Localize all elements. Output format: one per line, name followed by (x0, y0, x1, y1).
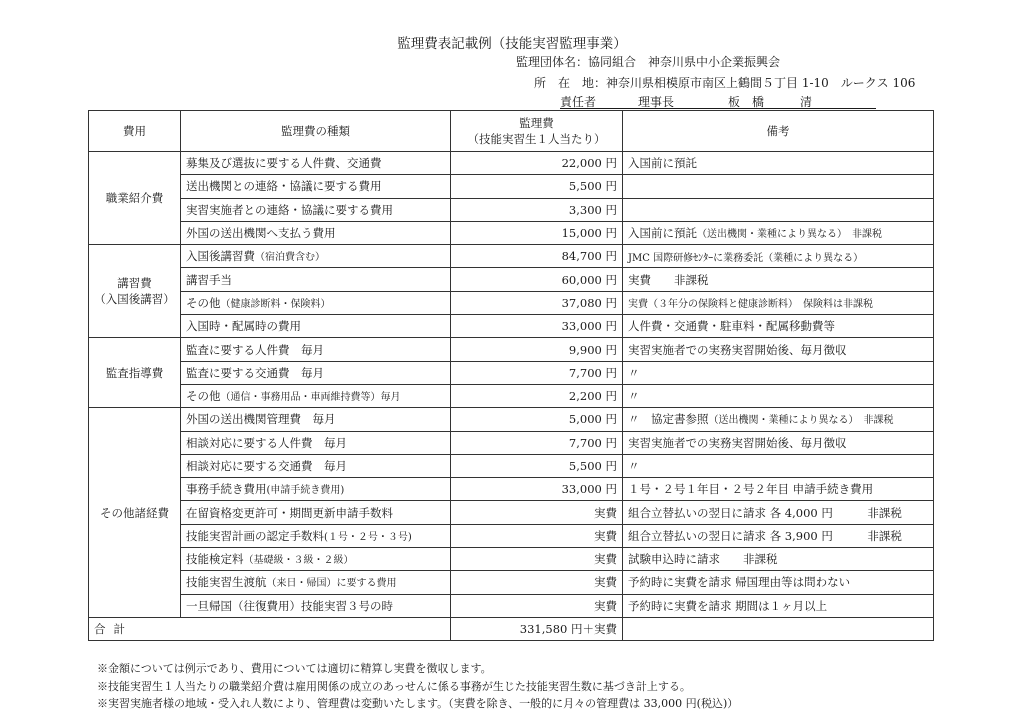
category-koshu-main: 講習費 (117, 276, 152, 291)
row-amount: 実費 (451, 571, 623, 594)
row-item-text: 外国の送出機関へ支払う費用 (186, 226, 336, 241)
row-item (181, 431, 451, 454)
row-remark (623, 454, 934, 477)
row-item (181, 571, 451, 594)
row-item-note: （宿泊費含む） (255, 252, 325, 264)
row-item-text: 在留資格変更許可・期間更新申請手数料 (186, 505, 393, 520)
row-item (181, 291, 451, 314)
category-sonota: その他諸経費 (89, 408, 181, 618)
row-remark (623, 548, 934, 571)
row-item-note: (１号・２号・３号) (324, 531, 412, 543)
row-item-text: 外国の送出機関管理費 毎月 (186, 412, 336, 427)
row-remark (623, 338, 934, 361)
row-item (181, 175, 451, 198)
row-amount: 実費 (451, 548, 623, 571)
row-remark (623, 594, 934, 617)
table-row (89, 524, 934, 547)
row-remark-note: （送出機関・業種により異なる） 非課税 (697, 229, 882, 241)
table-row (89, 221, 934, 244)
row-remark (623, 198, 934, 221)
row-item (181, 361, 451, 384)
row-remark (623, 152, 934, 175)
table-row (89, 431, 934, 454)
row-remark (623, 245, 934, 268)
row-item-text: 技能検定料 (186, 552, 244, 567)
row-amount: 60,000 円 (451, 268, 623, 291)
row-remark-text: １号・２号１年目・２号２年目 申請手続き費用 (628, 482, 874, 497)
row-item-text: 監査に要する交通費 毎月 (186, 365, 324, 380)
row-item (181, 152, 451, 175)
total-row (89, 617, 934, 640)
category-shokugyo: 職業紹介費 (89, 152, 181, 245)
row-remark (623, 501, 934, 524)
row-item (181, 384, 451, 407)
table-row (89, 384, 934, 407)
row-remark-text: JMC 国際研修ｾﾝﾀｰに業務委託（業種により異なる） (628, 252, 864, 264)
row-item (181, 245, 451, 268)
row-remark-text: 実費 非課税 (628, 272, 709, 287)
row-remark (623, 221, 934, 244)
category-koshu-sub: （入国後講習） (94, 292, 175, 307)
row-item (181, 315, 451, 338)
row-amount: 実費 (451, 524, 623, 547)
row-item-text: 入国後講習費 (186, 249, 255, 264)
table-row (89, 571, 934, 594)
row-remark (623, 384, 934, 407)
row-item (181, 221, 451, 244)
header-amount-label: 監理費 (519, 116, 554, 130)
row-amount: 5,500 円 (451, 175, 623, 198)
responsible-person (560, 93, 876, 109)
row-amount: 実費 (451, 501, 623, 524)
row-amount: 7,700 円 (451, 361, 623, 384)
table-header-row (89, 111, 934, 152)
row-amount: 3,300 円 (451, 198, 623, 221)
organization-name: 監理団体名：協同組合 神奈川県中小企業振興会 (516, 55, 781, 69)
row-remark-note: （送出機関・業種により異なる） 非課税 (708, 415, 894, 427)
row-amount: 22,000 円 (451, 152, 623, 175)
row-item-text: その他 (186, 295, 221, 310)
organization-address: 所 在 地：神奈川県相模原市南区上鶴間５丁目 1-10 ルークス 106 (534, 76, 916, 90)
row-item (181, 408, 451, 431)
row-amount: 5,500 円 (451, 454, 623, 477)
row-remark (623, 315, 934, 338)
row-item (181, 338, 451, 361)
row-amount: 33,000 円 (451, 478, 623, 501)
header-remarks: 備考 (623, 111, 934, 152)
row-item-note: （通信・事務用品・車両維持費等）毎月 (220, 392, 401, 404)
row-remark-text: 入国前に預託 (628, 226, 697, 241)
row-remark-text: 実習実施者での実務実習開始後、毎月徴収 (628, 342, 847, 357)
table-row (89, 478, 934, 501)
row-remark-text: 入国前に預託 (628, 156, 697, 171)
row-item-note: （来日・帰国）に要する費用 (266, 578, 397, 590)
row-remark-text: 実費（３年分の保険料と健康診断料） (628, 299, 793, 311)
row-item-note: (申請手続き費用) (266, 485, 345, 497)
row-amount: 33,000 円 (451, 315, 623, 338)
row-remark (623, 408, 934, 431)
row-remark-text: 人件費・交通費・駐車料・配属移動費等 (628, 319, 835, 334)
row-item-text: 技能実習計画の認定手数料 (186, 528, 324, 543)
row-amount: 実費 (451, 594, 623, 617)
table-row (89, 175, 934, 198)
row-item-text: 事務手続き費用 (186, 482, 267, 497)
row-remark-text: 予約時に実費を請求 帰国理由等は問わない (628, 575, 851, 590)
header-cost: 費用 (89, 111, 181, 152)
row-amount: 84,700 円 (451, 245, 623, 268)
header-amount (451, 111, 623, 152)
row-remark-note: 保険料は非課税 (793, 299, 873, 311)
footnote: ※金額については例示であり、費用については適切に精算し実費を徴収します。 (97, 662, 492, 675)
row-item-note: （健康診断料・保険料） (220, 298, 331, 310)
row-item-text: 実習実施者との連絡・協議に要する費用 (186, 202, 393, 217)
row-remark-text: 実習実施者での実務実習開始後、毎月徴収 (628, 435, 847, 450)
row-remark (623, 431, 934, 454)
header-amount-sub: （技能実習生１人当たり） (467, 132, 606, 146)
row-item-text: 入国時・配属時の費用 (186, 319, 301, 334)
row-item (181, 198, 451, 221)
total-label: 合計 (89, 617, 451, 640)
row-remark-text: 組合立替払いの翌日に請求 各 4,000 円 非課税 (628, 505, 902, 520)
footnote: ※実習実施者様の地域・受入れ人数により、管理費は変動いたします。（実費を除き、一般的に月々の管理費は 33,000 円(税込)） (97, 697, 739, 710)
row-remark-text: 組合立替払いの翌日に請求 各 3,900 円 非課税 (628, 528, 902, 543)
row-amount: 2,200 円 (451, 384, 623, 407)
row-remark (623, 291, 934, 314)
row-remark (623, 175, 934, 198)
row-item-text: 募集及び選抜に要する人件費、交通費 (186, 156, 382, 171)
row-remark (623, 268, 934, 291)
row-amount: 7,700 円 (451, 431, 623, 454)
row-remark-text: 予約時に実費を請求 期間は１ヶ月以上 (628, 598, 828, 613)
row-remark (623, 524, 934, 547)
row-amount: 5,000 円 (451, 408, 623, 431)
table-row (89, 338, 934, 361)
row-item-text: 一旦帰国（往復費用）技能実習３号の時 (186, 598, 393, 613)
table-row (89, 454, 934, 477)
header-type: 監理費の種類 (181, 111, 451, 152)
row-item-text: 監査に要する人件費 毎月 (186, 342, 324, 357)
row-remark (623, 571, 934, 594)
row-item (181, 594, 451, 617)
row-amount: 9,900 円 (451, 338, 623, 361)
responsible-label: 責任者 (560, 95, 597, 109)
row-item-text: その他 (186, 389, 221, 404)
table-row (89, 268, 934, 291)
table-row (89, 152, 934, 175)
table-row (89, 501, 934, 524)
category-kansa: 監査指導費 (89, 338, 181, 408)
row-remark-text: 〃 協定書参照 (628, 412, 709, 427)
responsible-name: 板 橋 清 (728, 95, 813, 109)
row-item (181, 268, 451, 291)
footnotes (97, 660, 738, 713)
row-item-text: 講習手当 (186, 272, 232, 287)
row-item (181, 454, 451, 477)
row-item-text: 送出機関との連絡・協議に要する費用 (186, 179, 382, 194)
category-koshu (89, 245, 181, 338)
row-item (181, 501, 451, 524)
table-row (89, 315, 934, 338)
row-item-text: 相談対応に要する交通費 毎月 (186, 459, 347, 473)
table-row (89, 594, 934, 617)
table-row (89, 198, 934, 221)
row-amount: 15,000 円 (451, 221, 623, 244)
row-remark-text: 〃 (628, 459, 640, 473)
row-remark (623, 478, 934, 501)
row-item-note: （基礎級・３級・２級） (243, 555, 354, 567)
row-remark (623, 361, 934, 384)
table-row (89, 408, 934, 431)
row-item-text: 相談対応に要する人件費 毎月 (186, 435, 347, 450)
table-row (89, 548, 934, 571)
total-amount: 331,580 円＋実費 (451, 617, 623, 640)
row-item-text: 技能実習生渡航 (186, 575, 267, 590)
row-remark-text: 試験申込時に請求 非課税 (628, 552, 778, 567)
row-amount: 37,080 円 (451, 291, 623, 314)
row-item (181, 524, 451, 547)
total-remark (623, 617, 934, 640)
table-row (89, 245, 934, 268)
fee-table (88, 110, 934, 641)
responsible-role: 理事長 (638, 95, 675, 109)
table-row (89, 291, 934, 314)
page-title: 監理費表記載例（技能実習監理事業） (397, 36, 627, 52)
footnote: ※技能実習生１人当たりの職業紹介費は雇用関係の成立のあっせんに係る事務が生じた技能実習生数に基づき計上する。 (97, 679, 691, 693)
row-item (181, 478, 451, 501)
table-row (89, 361, 934, 384)
row-remark-text: 〃 (628, 365, 640, 380)
row-item (181, 548, 451, 571)
row-remark-text: 〃 (628, 389, 640, 404)
